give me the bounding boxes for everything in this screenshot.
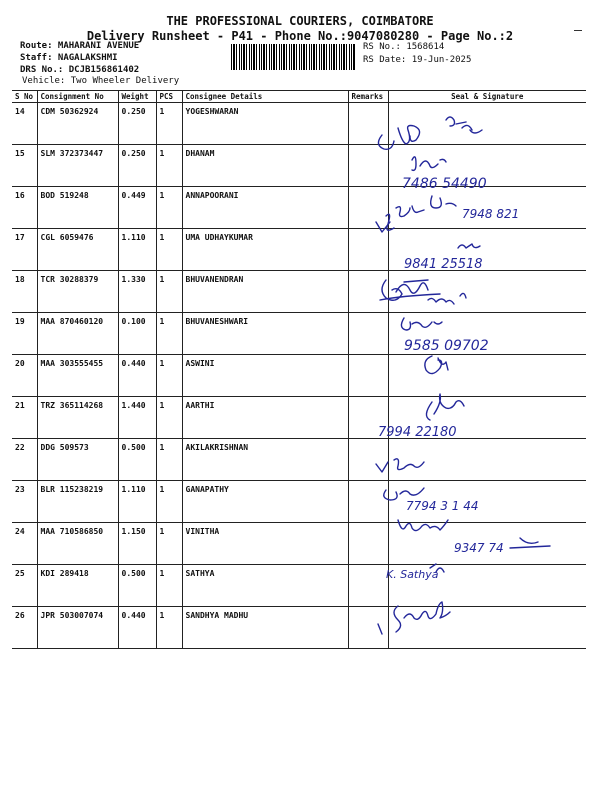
handwritten-phone-19: 9585 09702 — [404, 338, 489, 354]
row-remarks — [348, 439, 388, 481]
row-sno: 19 — [12, 313, 37, 355]
row-signature — [388, 271, 586, 313]
row-consignment: CDM 50362924 — [37, 103, 118, 145]
col-remarks: Remarks — [348, 91, 388, 103]
table-row — [12, 187, 586, 229]
row-consignee: DHANAM — [182, 145, 348, 187]
row-remarks — [348, 397, 388, 439]
row-consignee: AARTHI — [182, 397, 348, 439]
row-consignment: TCR 30288379 — [37, 271, 118, 313]
row-remarks — [348, 313, 388, 355]
row-pcs: 1 — [156, 523, 182, 565]
table-row — [12, 145, 586, 187]
row-remarks — [348, 187, 388, 229]
runsheet-title: Delivery Runsheet - P41 - Phone No.:9047080280 - Page No.:2 — [86, 29, 514, 43]
row-consignment: MAA 303555455 — [37, 355, 118, 397]
row-signature — [388, 523, 586, 565]
table-row — [12, 481, 586, 523]
handwritten-name-25: K. Sathya — [386, 568, 439, 581]
row-signature — [388, 229, 586, 271]
table-row — [12, 229, 586, 271]
row-weight: 1.110 — [118, 481, 156, 523]
row-sno: 25 — [12, 565, 37, 607]
row-signature — [388, 313, 586, 355]
row-consignment: KDI 289418 — [37, 565, 118, 607]
row-weight: 0.250 — [118, 103, 156, 145]
row-weight: 0.440 — [118, 355, 156, 397]
row-consignment: TRZ 365114268 — [37, 397, 118, 439]
col-consignment: Consignment No — [37, 91, 118, 103]
row-consignment: BOD 519248 — [37, 187, 118, 229]
table-row — [12, 313, 586, 355]
row-pcs: 1 — [156, 229, 182, 271]
col-consignee: Consignee Details — [182, 91, 348, 103]
row-consignee: UMA UDHAYKUMAR — [182, 229, 348, 271]
row-consignee: ANNAPOORANI — [182, 187, 348, 229]
row-signature — [388, 397, 586, 439]
col-weight: Weight — [118, 91, 156, 103]
row-consignment: DDG 509573 — [37, 439, 118, 481]
handwritten-phone-17: 9841 25518 — [404, 257, 483, 272]
row-pcs: 1 — [156, 145, 182, 187]
table-row — [12, 439, 586, 481]
row-consignee: SATHYA — [182, 565, 348, 607]
row-remarks — [348, 229, 388, 271]
handwritten-phone-23: 7794 3 1 44 — [406, 499, 479, 513]
row-weight: 0.500 — [118, 439, 156, 481]
row-consignee: BHUVANENDRAN — [182, 271, 348, 313]
barcode — [231, 44, 356, 70]
row-remarks — [348, 145, 388, 187]
row-weight: 0.250 — [118, 145, 156, 187]
row-sno: 16 — [12, 187, 37, 229]
row-weight: 1.110 — [118, 229, 156, 271]
row-pcs: 1 — [156, 103, 182, 145]
staff-label: Staff: NAGALAKSHMI — [20, 53, 118, 63]
row-consignee: ASWINI — [182, 355, 348, 397]
row-consignee: YOGESHWARAN — [182, 103, 348, 145]
row-pcs: 1 — [156, 481, 182, 523]
row-consignee: BHUVANESHWARI — [182, 313, 348, 355]
row-weight: 1.330 — [118, 271, 156, 313]
rs-date: RS Date: 19-Jun-2025 — [363, 55, 472, 65]
row-weight: 1.150 — [118, 523, 156, 565]
row-signature — [388, 103, 586, 145]
row-remarks — [348, 481, 388, 523]
row-signature — [388, 145, 586, 187]
vehicle-label: Vehicle: Two Wheeler Delivery — [22, 76, 180, 86]
row-remarks — [348, 565, 388, 607]
row-remarks — [348, 103, 388, 145]
row-sno: 23 — [12, 481, 37, 523]
row-signature — [388, 481, 586, 523]
row-consignment: BLR 115238219 — [37, 481, 118, 523]
row-pcs: 1 — [156, 439, 182, 481]
handwritten-phone-16: 7948 821 — [462, 207, 520, 221]
col-sno: S No — [12, 91, 37, 103]
row-signature — [388, 607, 586, 649]
row-weight: 0.100 — [118, 313, 156, 355]
table-header-row — [12, 91, 586, 103]
table-row — [12, 271, 586, 313]
row-consignment: MAA 710586850 — [37, 523, 118, 565]
row-signature — [388, 355, 586, 397]
row-pcs: 1 — [156, 355, 182, 397]
handwritten-phone-24: 9347 74 — [454, 541, 504, 555]
table-row — [12, 565, 586, 607]
row-pcs: 1 — [156, 397, 182, 439]
row-consignment: MAA 870460120 — [37, 313, 118, 355]
row-consignee: SANDHYA MADHU — [182, 607, 348, 649]
row-consignment: SLM 372373447 — [37, 145, 118, 187]
row-weight: 1.440 — [118, 397, 156, 439]
row-remarks — [348, 355, 388, 397]
row-sno: 21 — [12, 397, 37, 439]
table-row — [12, 607, 586, 649]
row-pcs: 1 — [156, 313, 182, 355]
row-consignment: CGL 6059476 — [37, 229, 118, 271]
row-weight: 0.449 — [118, 187, 156, 229]
company-name: THE PROFESSIONAL COURIERS, COIMBATORE — [166, 14, 434, 28]
rs-number: RS No.: 1568614 — [363, 42, 445, 52]
row-remarks — [348, 607, 388, 649]
col-pcs: PCS — [156, 91, 182, 103]
row-signature — [388, 565, 586, 607]
table-row — [12, 355, 586, 397]
row-consignment: JPR 503007074 — [37, 607, 118, 649]
row-consignee: VINITHA — [182, 523, 348, 565]
corner-mark — [574, 30, 582, 31]
row-sno: 24 — [12, 523, 37, 565]
table-row — [12, 523, 586, 565]
handwritten-phone-22: 7994 22180 — [378, 425, 457, 440]
row-sno: 26 — [12, 607, 37, 649]
row-weight: 0.440 — [118, 607, 156, 649]
row-consignee: GANAPATHY — [182, 481, 348, 523]
row-consignee: AKILAKRISHNAN — [182, 439, 348, 481]
row-signature — [388, 187, 586, 229]
row-sno: 18 — [12, 271, 37, 313]
row-sno: 17 — [12, 229, 37, 271]
row-weight: 0.500 — [118, 565, 156, 607]
route-label: Route: MAHARANI AVENUE — [20, 41, 140, 51]
col-signature: Seal & Signature — [388, 91, 586, 103]
row-sno: 14 — [12, 103, 37, 145]
row-sno: 22 — [12, 439, 37, 481]
row-sno: 20 — [12, 355, 37, 397]
row-pcs: 1 — [156, 271, 182, 313]
row-sno: 15 — [12, 145, 37, 187]
table-row — [12, 103, 586, 145]
table-row — [12, 397, 586, 439]
drs-label: DRS No.: DCJB156861402 — [20, 65, 140, 75]
row-pcs: 1 — [156, 187, 182, 229]
row-remarks — [348, 523, 388, 565]
row-pcs: 1 — [156, 565, 182, 607]
handwritten-phone-15: 7486 54490 — [402, 176, 487, 192]
row-pcs: 1 — [156, 607, 182, 649]
runsheet-table — [12, 90, 586, 649]
row-signature — [388, 439, 586, 481]
row-remarks — [348, 271, 388, 313]
